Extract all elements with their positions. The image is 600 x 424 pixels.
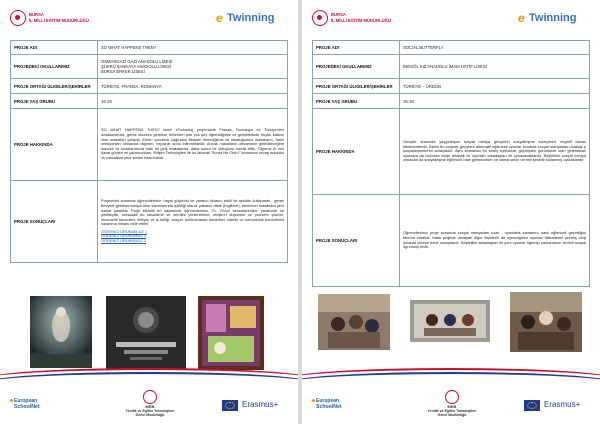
right-photo-1: [318, 294, 390, 350]
project-name: SO WHAT HAPPENS THEN?: [98, 41, 288, 55]
eu-flag-icon: [222, 400, 238, 411]
project-results-cell: [98, 181, 288, 263]
schoolnet-line1: European: [14, 398, 38, 404]
right-project-table: [312, 40, 590, 287]
meb-footer-line3: Genel Müdürlüğü: [135, 413, 165, 417]
right-page: [302, 0, 600, 424]
meb-footer-emblem-icon: [143, 390, 157, 404]
etwinning-logo-e: e: [518, 11, 525, 25]
right-footer: [302, 378, 600, 424]
left-header: [0, 6, 298, 34]
left-photo-2: [106, 296, 186, 370]
left-photo-1: [30, 296, 92, 368]
meb-footer-line2: Yenilik ve Eğitim Teknolojileri: [125, 409, 175, 413]
school-1: OSMANGAZİ GAZİ ANADOLU LİSESİ: [101, 59, 173, 64]
school-3: BURSA ERKEK LİSESİ: [101, 69, 145, 74]
right-photo-3: [510, 292, 582, 352]
project-name: SOCIAL BUTTERFLY: [400, 41, 590, 55]
meb-logo: [312, 9, 398, 29]
meb-logo-line2: İL MİLLİ EĞİTİM MÜDÜRLÜĞÜ: [29, 17, 89, 23]
meb-yegitek-logo: [118, 390, 182, 420]
project-age: 15-18: [400, 94, 590, 109]
etwinning-logo: [518, 11, 588, 27]
meb-logo-line1: BURSA: [331, 12, 346, 17]
label-project-name: PROJE ADI: [313, 41, 400, 55]
project-partners: TÜRKİYE – ÜRDÜN: [400, 79, 590, 94]
meb-footer-line1: MEB: [145, 404, 155, 409]
left-photo-3: [198, 296, 264, 370]
project-school: İNEGÖL KIZ ANADOLU İMAM HATİP LİSESİ: [400, 55, 590, 79]
left-footer: [0, 378, 298, 424]
student-product-link-1[interactable]: ÖĞRENCİ ÜRÜNÜM ÜZ 1: [101, 228, 148, 234]
meb-footer-line1: MEB: [447, 404, 457, 409]
label-project-about: PROJE HAKKINDA: [313, 109, 400, 195]
label-project-results: PROJE SONUÇLARI: [313, 195, 400, 287]
project-about: SO WHAT HAPPENS THEN? isimli eTwinning projemizde Fransa, Romanya ve Türkiye'den ortaklarımızla, gerek okurken gerekse dinlerken pek çok şey öğrendiğimiz ve geliştirmizde büyük katkısı olan masalları çalıştık. Erken çocukluk çağından itibaren dinlediğimiz ve okuduğumuz masalların, farklı versiyonları olmasına rağmen, hepsinin sonu bilinmektedir. Ancak masalların devamının gelebileceğine inandık ve ortaklarımızla bate ait giriş masallarda, daha sonra ne olduğunu merak ettik. Öğrenci er mix haval gücleri ve yaratıcılıkları, Bilişim Teknolojileri ile ku lanarak 'Sonra Ne Oldu?' sorusuna cevap buldular ve masallara yeni sonlar hazırladılar.: [98, 109, 288, 181]
meb-yegitek-logo: [420, 390, 484, 420]
meb-logo-line2: İL MİLLİ EĞİTİM MÜDÜRLÜĞÜ: [331, 17, 391, 23]
project-about: Gençler arasında yaygınlaşan sosyal medya gençlerin sosyalleşme süreçlerini negatif olarak etkilemektedir. Bizler bu projede gençlere alternatif eğlenceli oyunlar sunarak sosyal medyadan uzaklaş p sosyalleşmelerini amaçladık. Aynı zamanda bu süreç içerisinde geçmişten günümüze olan geleneksel oyunlara da farkında lıkları artacak ve oyunları arkadaşları ile oynayacaklardır. Böylelikle sosyal medya olmadan da sosyalleşme eğlenceli hale gelmecekler ve zamanlarını verimli şekilde kullanmış olacaklardır.: [400, 109, 590, 195]
project-results: Projemizin sonunda öğrencilerimiz, hayal güçlerini ve yaratıcı lıklarını etkili bir şekilde kullanarak , gerek bireysel gerekse karışık ülke takımlarında işbirliği olarak yabancı dilde (İngilizce), beklenen masallara yeni sonlar yazdılar. Proje etkinlik eri sayesinde öğrencilerimiz, 21. Yüzyıl becerilerinden; yaratıcılık ve yenilikçilik, mesaaklf ku lanabilme ve kendini yönlendirme, eleştirel düşünme ve problem çözme, okuma/dil becerileri, iletişim ve iş birliği, sosyal, kültürlerarası becerileri, liderlik ve sorumluluk becerilerini kazanma imkanı elde ettiler.: [101, 198, 284, 227]
etwinning-logo-text: Twinning: [227, 12, 275, 24]
schoolnet-line2: SchoolNet: [14, 404, 40, 410]
erasmus-logo: [222, 400, 286, 412]
erasmus-logo: [524, 400, 588, 412]
left-page: [0, 0, 298, 424]
etwinning-logo: [216, 11, 286, 27]
meb-emblem-icon: [10, 10, 26, 26]
project-schools: [98, 55, 288, 79]
meb-logo: [10, 9, 96, 29]
right-header: [302, 6, 600, 34]
right-photo-2: [410, 300, 490, 342]
student-product-link-2[interactable]: ÖĞRENCİ ÜRÜNÜMÜZ 2: [101, 233, 146, 239]
label-project-schools: PROJEDEKİ OKULLARIMIZ: [11, 55, 98, 79]
label-project-results: PROJE SONUÇLARI: [11, 181, 98, 263]
meb-footer-line3: Genel Müdürlüğü: [437, 413, 467, 417]
schoolnet-line2: SchoolNet: [316, 404, 342, 410]
european-schoolnet-logo: [14, 398, 58, 416]
label-project-age: PROJE YAŞ GRUBU: [11, 94, 98, 109]
eu-flag-icon: [524, 400, 540, 411]
meb-logo-line1: BURSA: [29, 12, 44, 17]
school-2: ŞÜKRÜ ŞANKAYA ANADOLU LİSESİ: [101, 64, 172, 69]
meb-footer-line2: Yenilik ve Eğitim Teknolojileri: [427, 409, 477, 413]
label-project-age: PROJE YAŞ GRUBU: [313, 94, 400, 109]
label-project-schools: PROJEDEKİ OKULLARIMIZ: [313, 55, 400, 79]
etwinning-logo-text: Twinning: [529, 12, 577, 24]
student-product-link-3[interactable]: ÖĞRENCİ ÜRÜNÜMÜZ 3: [101, 238, 146, 244]
schoolnet-line1: European: [316, 398, 340, 404]
erasmus-text: Erasmus+: [544, 400, 581, 409]
label-project-partners: PROJE ORTAĞI ÜLKELER/ŞEHİRLER: [11, 79, 98, 94]
etwinning-logo-e: e: [216, 11, 223, 25]
left-project-table: [10, 40, 288, 263]
meb-emblem-icon: [312, 10, 328, 26]
european-schoolnet-logo: [316, 398, 360, 416]
erasmus-text: Erasmus+: [242, 400, 279, 409]
project-partners: TÜRKİYE, FRANSA, ROMANYA: [98, 79, 288, 94]
project-results: Öğrencilerimiz proje sonunda sosyal medyadan uzak , oyunlarla zamanını nasıl eğlenceli geçirdiğini farkına vardılar, hatta projede olmayan diğer ilişkilerin de oynadığımız oyunlar dikkatlerini çekmiş olup onlarda sürece dahil olmuşlardır. Böylelikle arkadaşları ile yeni oyunlar öğrenip zamanlarını verimli sosyal ögrenmiş erdir.: [400, 195, 590, 287]
meb-footer-emblem-icon: [445, 390, 459, 404]
label-project-about: PROJE HAKKINDA: [11, 109, 98, 181]
label-project-partners: PROJE ORTAĞI ÜLKELER/ŞEHİRLER: [313, 79, 400, 94]
label-project-name: PROJE ADI: [11, 41, 98, 55]
project-age: 16-19: [98, 94, 288, 109]
